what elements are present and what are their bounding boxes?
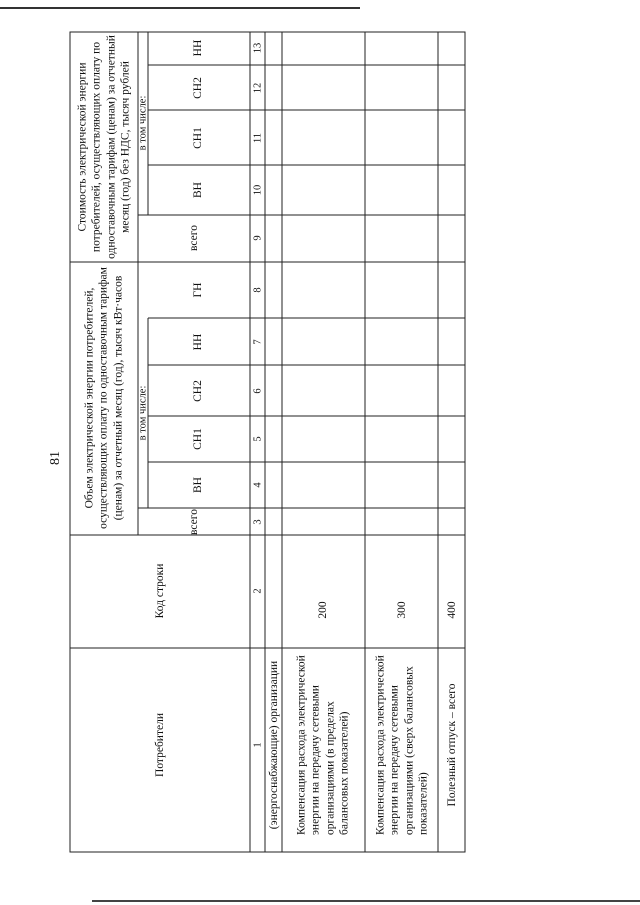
- colnum-6: 6: [252, 388, 264, 394]
- volume-nn: НН: [191, 333, 204, 351]
- cost-total: всего: [187, 225, 200, 251]
- colnum-1: 1: [252, 742, 264, 748]
- row-2-name: Компенсация расхода электрической энергии на передачу сетевыми организациями (в пределах балансовых показателей): [295, 655, 351, 835]
- cost-vn: ВН: [191, 182, 204, 198]
- cost-including: в том числе:: [137, 95, 149, 151]
- volume-gn: ГН: [191, 282, 204, 298]
- colnum-2: 2: [252, 588, 264, 594]
- colnum-9: 9: [252, 235, 264, 241]
- colnum-5: 5: [252, 436, 264, 442]
- cost-sn1: СН1: [191, 127, 204, 149]
- volume-vn: ВН: [191, 477, 204, 493]
- cost-nn: НН: [191, 39, 204, 57]
- volume-total: всего: [187, 509, 200, 535]
- consumers-header: Потребители: [153, 713, 166, 777]
- colnum-4: 4: [252, 482, 264, 488]
- line-code-header: Код строки: [153, 563, 166, 619]
- page-number-text: 81: [48, 451, 63, 465]
- colnum-10: 10: [252, 184, 264, 196]
- volume-sn2: СН2: [191, 380, 204, 402]
- row-3-name: Компенсация расхода электрической энергии на передачу сетевыми организациями (сверх балансовых показателей): [374, 655, 430, 835]
- colnum-7: 7: [252, 339, 264, 345]
- row-2-code: 200: [316, 601, 329, 619]
- row-4-name: Полезный отпуск – всего: [445, 683, 458, 807]
- row-1-name: (энергоснабжающие) организации: [267, 660, 280, 830]
- row-3-code: 300: [395, 601, 408, 619]
- cost-sn2: СН2: [191, 77, 204, 99]
- volume-sn1: СН1: [191, 428, 204, 450]
- colnum-11: 11: [252, 132, 264, 144]
- colnum-13: 13: [252, 42, 264, 54]
- colnum-12: 12: [252, 82, 264, 94]
- row-4-code: 400: [445, 601, 458, 619]
- volume-including: в том числе:: [137, 385, 149, 441]
- cost-group-header: Стоимость электрической энергии потребителей, осуществляющих оплату по одноставочным тарифам (ценам) за отчетный месяц (год) без НДС, тысяч рублей: [76, 35, 132, 259]
- colnum-3: 3: [252, 519, 264, 525]
- volume-group-header: Объем электрической энергии потребителей, осуществляющих оплату по одноставочным тарифам (ценам) за отчетный месяц (год), тысяч кВт·часов: [83, 267, 125, 529]
- colnum-8: 8: [252, 287, 264, 293]
